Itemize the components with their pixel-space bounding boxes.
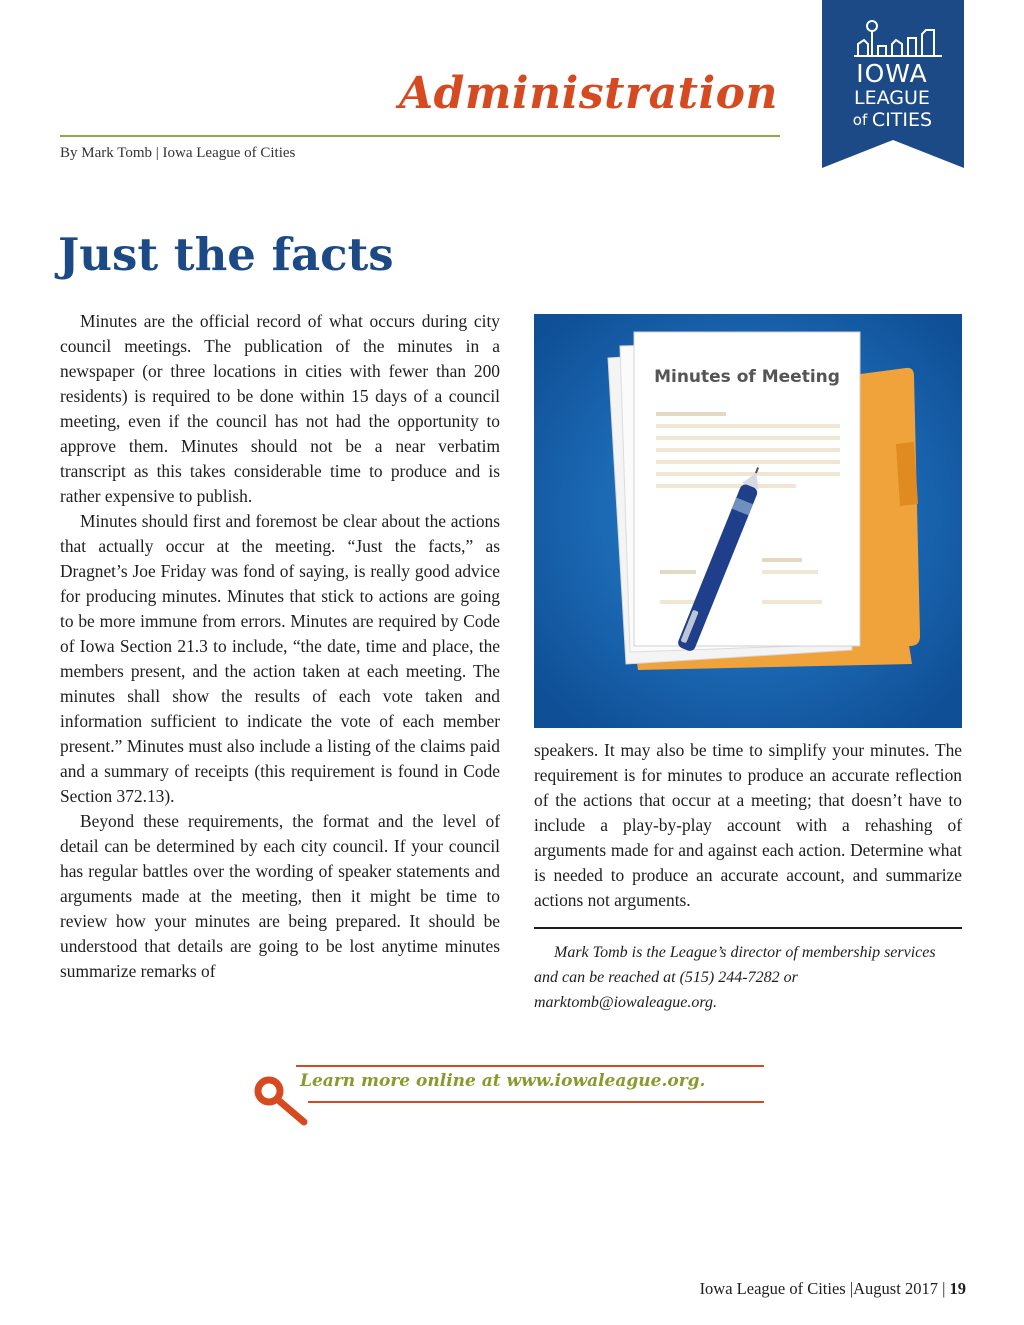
learn-more-rule-bottom: [308, 1101, 764, 1103]
title-divider: [60, 135, 780, 137]
learn-more-link[interactable]: Learn more online at www.iowaleague.org.: [300, 1071, 706, 1091]
document-title: Minutes of Meeting: [654, 367, 840, 387]
footer-publication: Iowa League of Cities |August 2017 |: [699, 1279, 950, 1298]
author-bio: Mark Tomb is the League’s director of membership services and can be reached at (515) 244-7282 or marktomb@iowaleague.org.: [534, 944, 936, 1011]
logo-line-iowa: IOWA: [856, 59, 928, 88]
byline: By Mark Tomb | Iowa League of Cities: [60, 145, 296, 161]
logo-line-of: of: [852, 111, 868, 129]
article-paragraph: speakers. It may also be time to simplify your minutes. The requirement is for minutes to produce an accurate reflection of the actions that occur at a meeting; that doesn’t have to include a play-by-play account with a rehashing of arguments made for and against each action. Determine what is needed to produce an accurate account, and summarize actions not arguments.: [534, 740, 962, 910]
page-footer: [700, 1279, 966, 1299]
article-paragraph: Minutes should first and foremost be clear about the actions that actually occur at the meeting. “Just the facts,” as Dragnet’s Joe Friday was fond of saying, is really good advice for producing minutes. Minutes that stick to actions are going to be more immune from errors. Minutes are required by Code of Iowa Section 21.3 to include, “the date, time and place, the members present, and the action taken at each meeting. The minutes shall show the results of each vote taken and information sufficient to indicate the vote of each member present.” Minutes must also include a listing of the claims paid and a summary of receipts (this requirement is found in Code Section 372.13).: [60, 511, 500, 806]
article-headline: Just the facts: [58, 228, 394, 281]
logo-line-cities: CITIES: [871, 109, 933, 131]
article-paragraph: Minutes are the official record of what occurs during city council meetings. The publication of the minutes in a newspaper (or three locations in cities with fewer than 200 residents) is required to be done within 15 days of a council meeting, even if the council has not had the opportunity to approve them. Minutes should not be a near verbatim transcript as this takes considerable time to produce and is rather expensive to publish.: [60, 311, 500, 506]
article-right-column: [534, 738, 962, 913]
minutes-of-meeting-illustration: [534, 314, 962, 728]
iowa-league-logo: [822, 0, 964, 168]
section-title: Administration: [398, 68, 778, 119]
bio-divider: [534, 927, 962, 929]
page-number: 19: [949, 1279, 966, 1298]
learn-more-rule-top: [296, 1065, 764, 1067]
article-paragraph: Beyond these requirements, the format and the level of detail can be determined by each city council. If your council has regular battles over the wording of speaker statements and arguments made at the meeting, then it might be time to review how your minutes are being prepared. It should be understood that details are going to be lost anytime minutes summarize remarks of: [60, 811, 500, 981]
article-left-column: [60, 309, 500, 984]
logo-line-league: LEAGUE: [854, 87, 930, 109]
